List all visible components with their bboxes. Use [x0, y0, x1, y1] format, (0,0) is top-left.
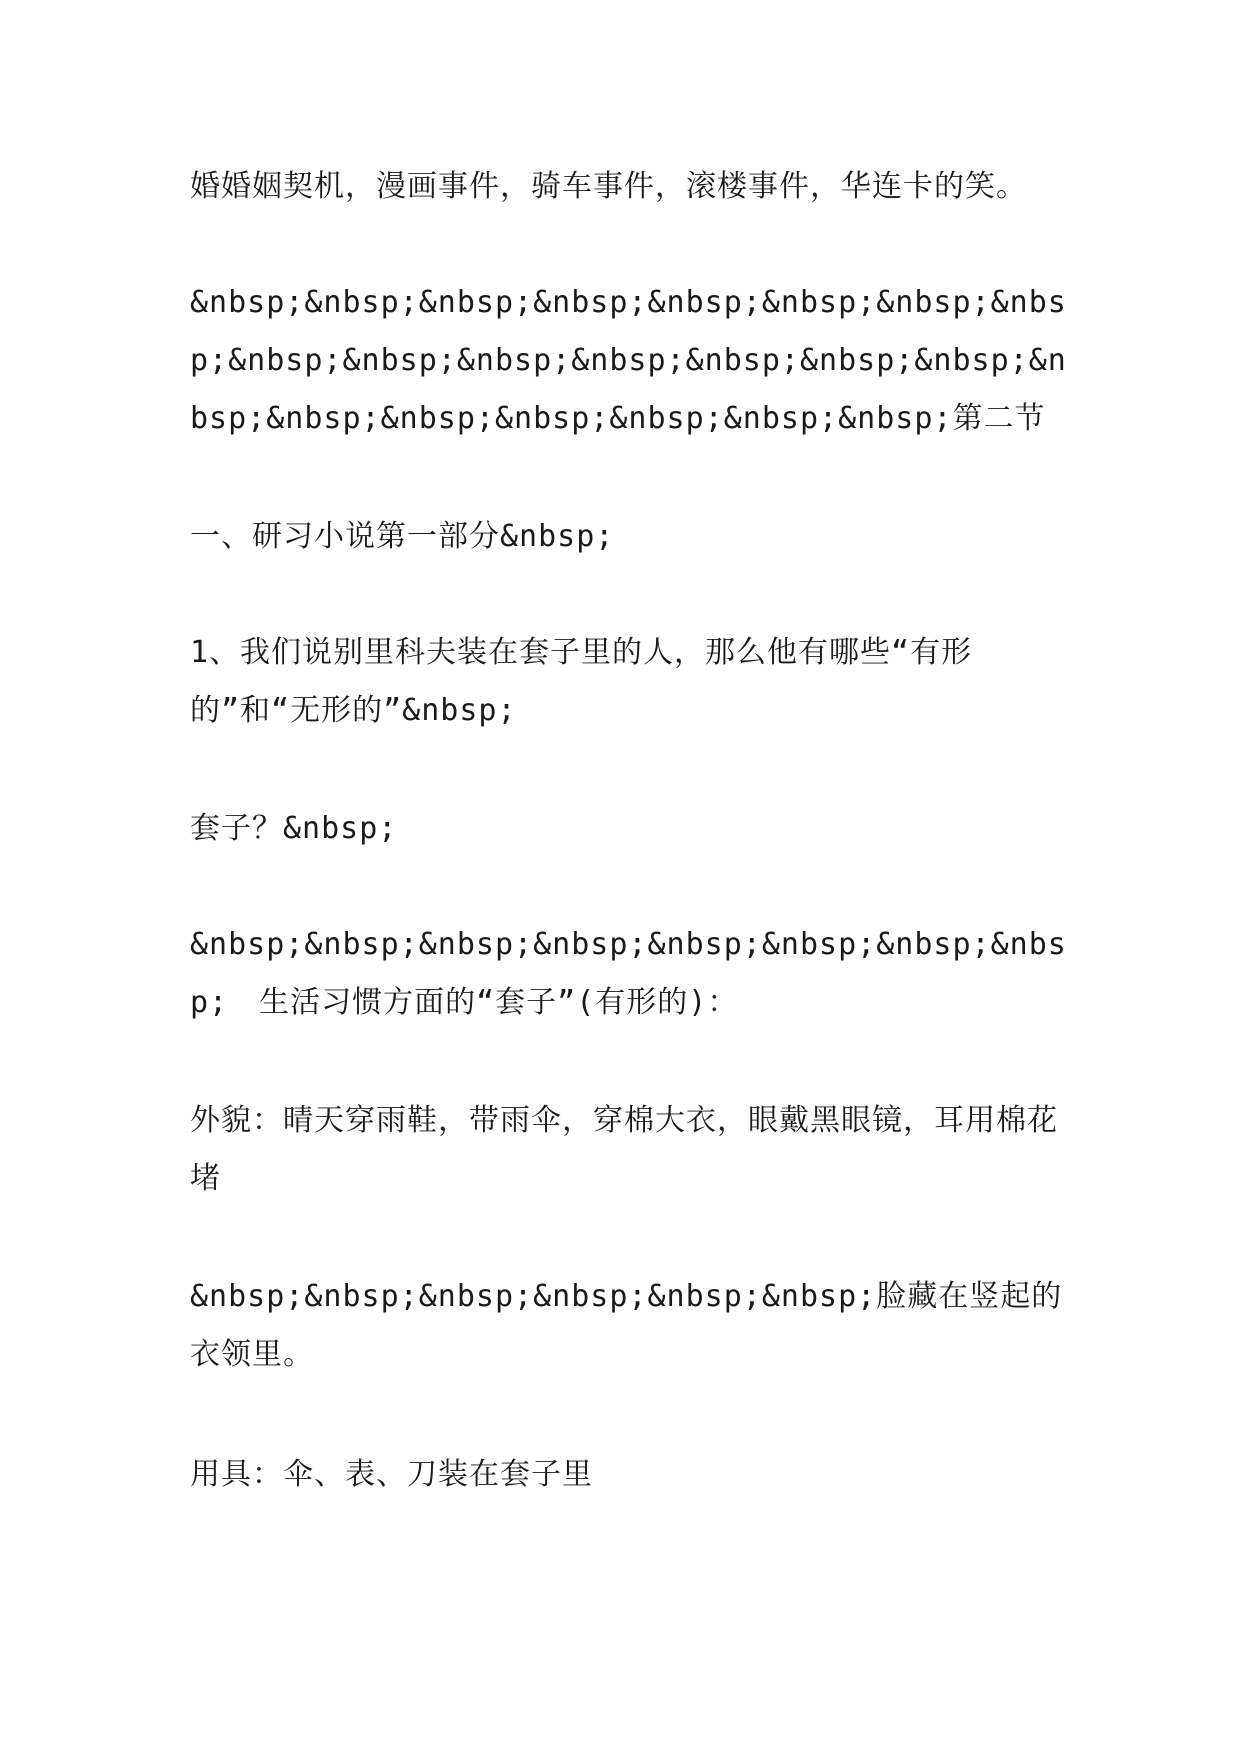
paragraph-7: 外貌：晴天穿雨鞋，带雨伞，穿棉大衣，眼戴黑眼镜，耳用棉花堵 [190, 1103, 1058, 1196]
paragraph-5: 套子？&nbsp; [190, 811, 398, 846]
paragraph-9: 用具：伞、表、刀装在套子里 [190, 1457, 593, 1492]
paragraph-8: &nbsp;&nbsp;&nbsp;&nbsp;&nbsp;&nbsp;脸藏在竖起的衣领里。 [190, 1279, 1063, 1372]
paragraph-2: &nbsp;&nbsp;&nbsp;&nbsp;&nbsp;&nbsp;&nbsp;&nbsp;&nbsp;&nbsp;&nbsp;&nbsp;&nbsp;&nbsp;&nbsp;&nbsp;&nbsp;&nbsp;&nbsp;&nbsp;&nbsp;&nbsp;第二节 [190, 285, 1067, 436]
paragraph-1: 婚婚姻契机，漫画事件，骑车事件，滚楼事件，华连卡的笑。 [190, 169, 1027, 204]
section-heading: 一、研习小说第一部分&nbsp; [190, 519, 615, 554]
paragraph-6: &nbsp;&nbsp;&nbsp;&nbsp;&nbsp;&nbsp;&nbsp;&nbsp; 生活习惯方面的“套子”(有形的)： [190, 927, 1067, 1020]
question-1: 1、我们说别里科夫装在套子里的人，那么他有哪些“有形的”和“无形的”&nbsp; [190, 635, 973, 728]
